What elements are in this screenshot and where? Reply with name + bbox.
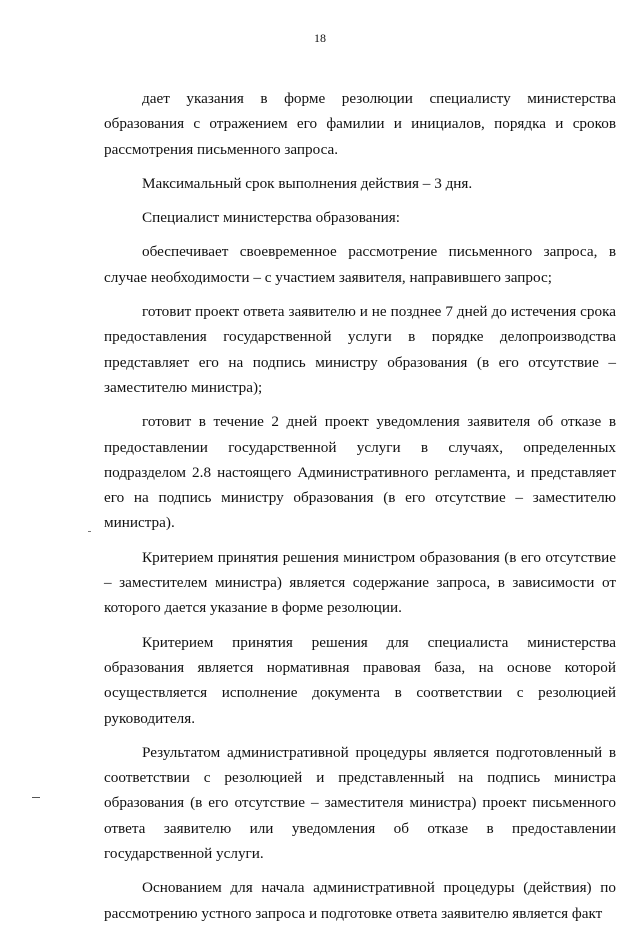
paragraph-9: Результатом административной процедуры является подготовленный в соответствии с резолюцией и представленный на подпись министра образования (в его отсутствие – заместителя министра) проект письменного ответа заявителю или уведомления об отказе в предоставлении государственной услуги. bbox=[104, 743, 616, 863]
paragraph-4: обеспечивает своевременное рассмотрение письменного запроса, в случае необходимости – с участием заявителя, направившего запрос; bbox=[104, 243, 616, 286]
paragraph-2: Максимальный срок выполнения действия – 3 дня. bbox=[142, 174, 473, 192]
paragraph-8: Критерием принятия решения для специалиста министерства образования является нормативная правовая база, на основе которой осуществляется исполнение документа в соответствии с резолюцией руководителя. bbox=[104, 633, 616, 727]
paragraph-7: Критерием принятия решения министром образования (в его отсутствие – заместителем министра) является содержание запроса, в зависимости от которого дается указание в форме резолюции. bbox=[104, 548, 616, 617]
paragraph-10: Основанием для начала административной процедуры (действия) по рассмотрению устного запроса и подготовке ответа заявителю является факт bbox=[104, 879, 616, 922]
margin-dash-mark bbox=[32, 797, 40, 798]
page-number: 18 bbox=[314, 31, 326, 45]
scan-speck bbox=[88, 531, 91, 532]
document-body bbox=[104, 86, 616, 926]
paragraph-5: готовит проект ответа заявителю и не позднее 7 дней до истечения срока предоставления государственной услуги в порядке делопроизводства представляет его на подпись министру образования (в его отсутствие – заместителю министра); bbox=[104, 303, 616, 396]
paragraph-1: дает указания в форме резолюции специалисту министерства образования с отражением его фамилии и инициалов, порядка и сроков рассмотрения письменного запроса. bbox=[104, 90, 616, 158]
paragraph-6: готовит в течение 2 дней проект уведомления заявителя об отказе в предоставлении государственной услуги в случаях, определенных подразделом 2.8 настоящего Административного регламента, и представляет его на подпись министру образования (в его отсутствие – заместителю министра). bbox=[104, 413, 616, 532]
paragraph-3: Специалист министерства образования: bbox=[142, 209, 400, 227]
